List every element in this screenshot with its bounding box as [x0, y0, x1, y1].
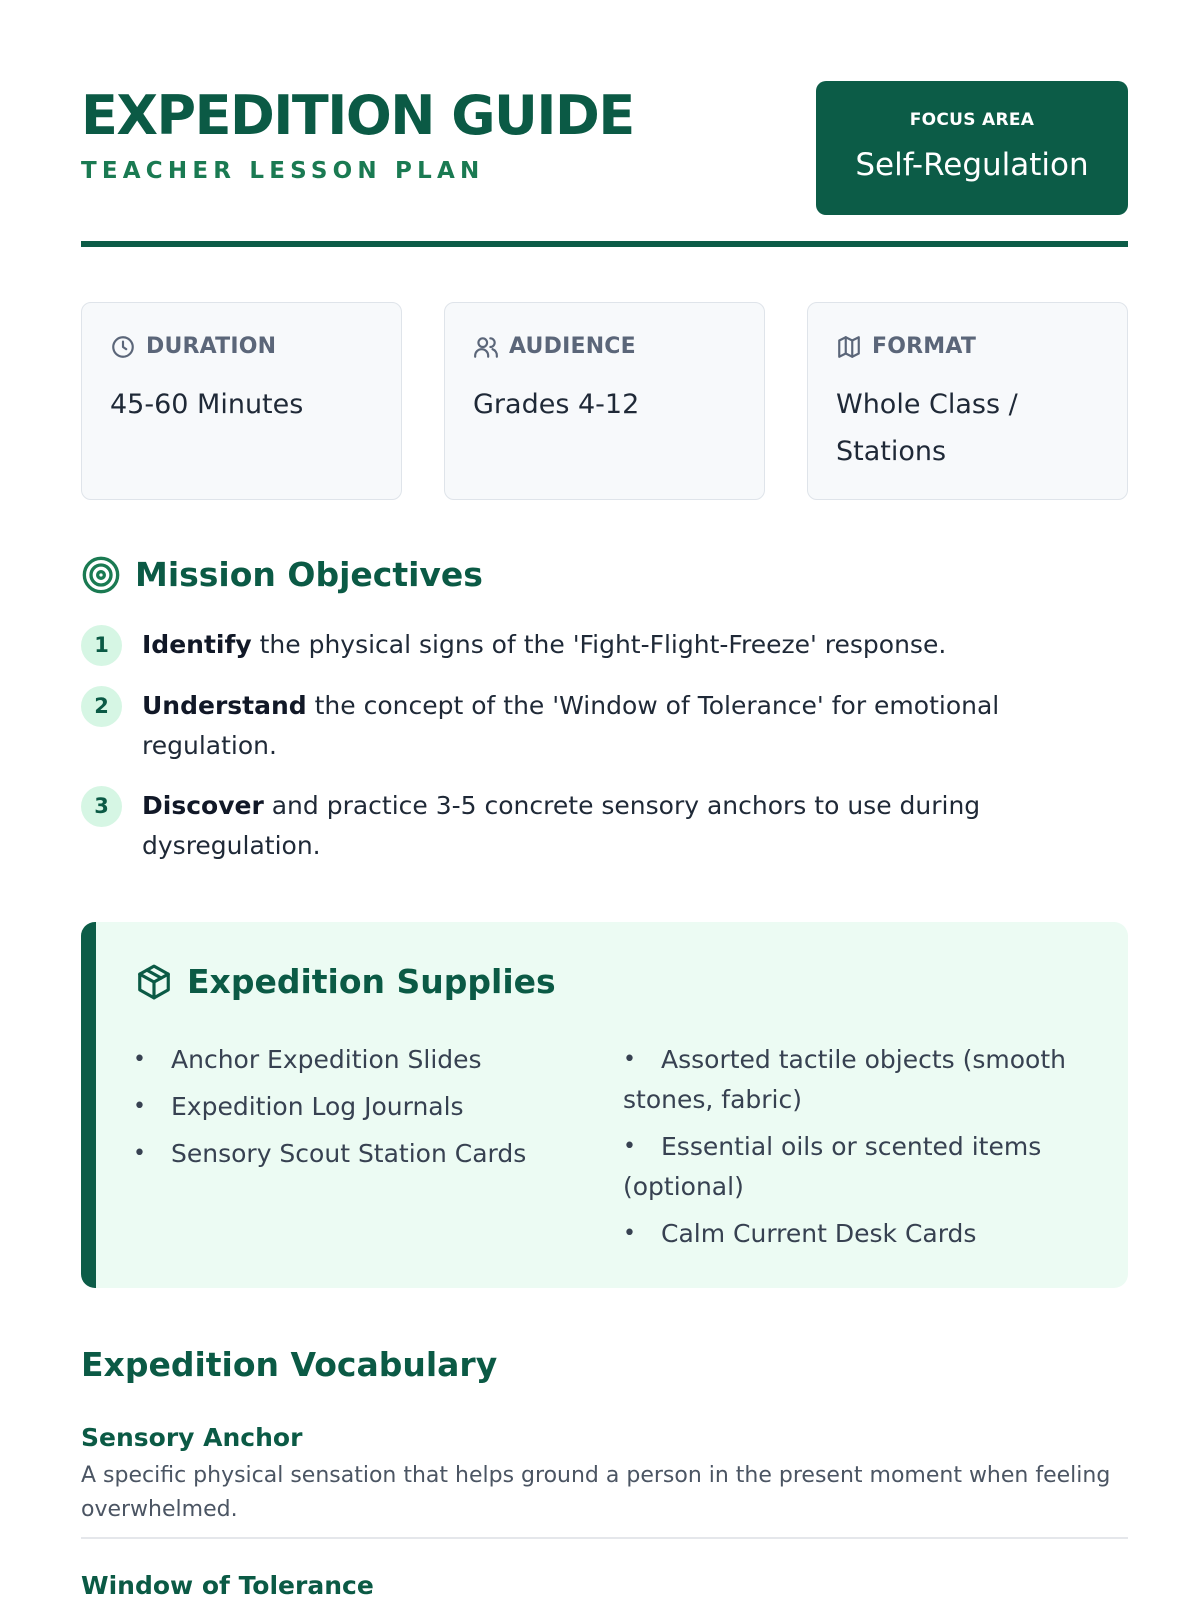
- supplies-list-left: [133, 1040, 573, 1181]
- objective-number: 2: [81, 686, 122, 727]
- clock-icon: [110, 334, 136, 360]
- objective-verb: Discover: [142, 791, 264, 820]
- duration-value: 45-60 Minutes: [110, 389, 304, 420]
- map-icon: [836, 334, 862, 360]
- supplies-panel: [81, 922, 1128, 1288]
- focus-area-value: Self-Regulation: [855, 147, 1089, 183]
- page-header: [81, 80, 1128, 214]
- page-title: EXPEDITION GUIDE: [81, 84, 634, 147]
- page-subtitle: TEACHER LESSON PLAN: [81, 158, 485, 184]
- vocab-divider: [81, 1537, 1128, 1539]
- audience-value: Grades 4-12: [473, 389, 640, 420]
- format-value: Whole Class / Stations: [836, 389, 1018, 467]
- duration-label: DURATION: [146, 334, 277, 359]
- vocab-term: Window of Tolerance: [81, 1571, 374, 1600]
- header-divider: [81, 241, 1128, 247]
- format-label: FORMAT: [872, 334, 977, 359]
- supplies-title: Expedition Supplies: [187, 962, 556, 1001]
- users-icon: [473, 334, 499, 360]
- objective-desc: the concept of the 'Window of Tolerance' for emotional regulation.: [142, 691, 1000, 760]
- objective-verb: Understand: [142, 691, 307, 720]
- audience-label: AUDIENCE: [509, 334, 636, 359]
- focus-area-label: FOCUS AREA: [909, 110, 1035, 130]
- supply-item: • Sensory Scout Station Cards: [133, 1134, 573, 1174]
- format-card: [807, 302, 1128, 500]
- supply-item: • Calm Current Desk Cards: [623, 1214, 1093, 1254]
- supply-item: • Essential oils or scented items (optional): [623, 1127, 1093, 1207]
- objective-number: 3: [81, 786, 122, 827]
- objective-text: [142, 625, 1022, 665]
- objective-text: [142, 686, 1022, 766]
- audience-card: [444, 302, 765, 500]
- objective-number: 1: [81, 625, 122, 666]
- objective-verb: Identify: [142, 630, 252, 659]
- objective-item: [81, 786, 1128, 866]
- vocab-term: Sensory Anchor: [81, 1423, 303, 1452]
- objective-item: [81, 625, 1128, 666]
- focus-area-badge: [816, 81, 1128, 215]
- objective-desc: the physical signs of the 'Fight-Flight-Freeze' response.: [251, 630, 947, 659]
- objective-text: [142, 786, 1022, 866]
- objectives-heading: [81, 555, 483, 595]
- supplies-list-right: [623, 1040, 1093, 1261]
- box-icon: [135, 963, 173, 1001]
- supplies-heading: [135, 962, 556, 1002]
- supply-item: • Anchor Expedition Slides: [133, 1040, 573, 1080]
- objectives-title: Mission Objectives: [135, 555, 483, 594]
- objective-desc: and practice 3-5 concrete sensory anchors to use during dysregulation.: [142, 791, 981, 860]
- info-cards: [81, 302, 1128, 500]
- duration-card: [81, 302, 402, 500]
- target-icon: [81, 555, 121, 595]
- supply-item: • Assorted tactile objects (smooth stones, fabric): [623, 1040, 1093, 1120]
- vocabulary-title: Expedition Vocabulary: [81, 1345, 498, 1384]
- vocab-definition: A specific physical sensation that helps ground a person in the present moment when feeling overwhelmed.: [81, 1463, 1111, 1522]
- objectives-list: [81, 625, 1128, 886]
- supply-item: • Expedition Log Journals: [133, 1087, 573, 1127]
- objective-item: [81, 686, 1128, 766]
